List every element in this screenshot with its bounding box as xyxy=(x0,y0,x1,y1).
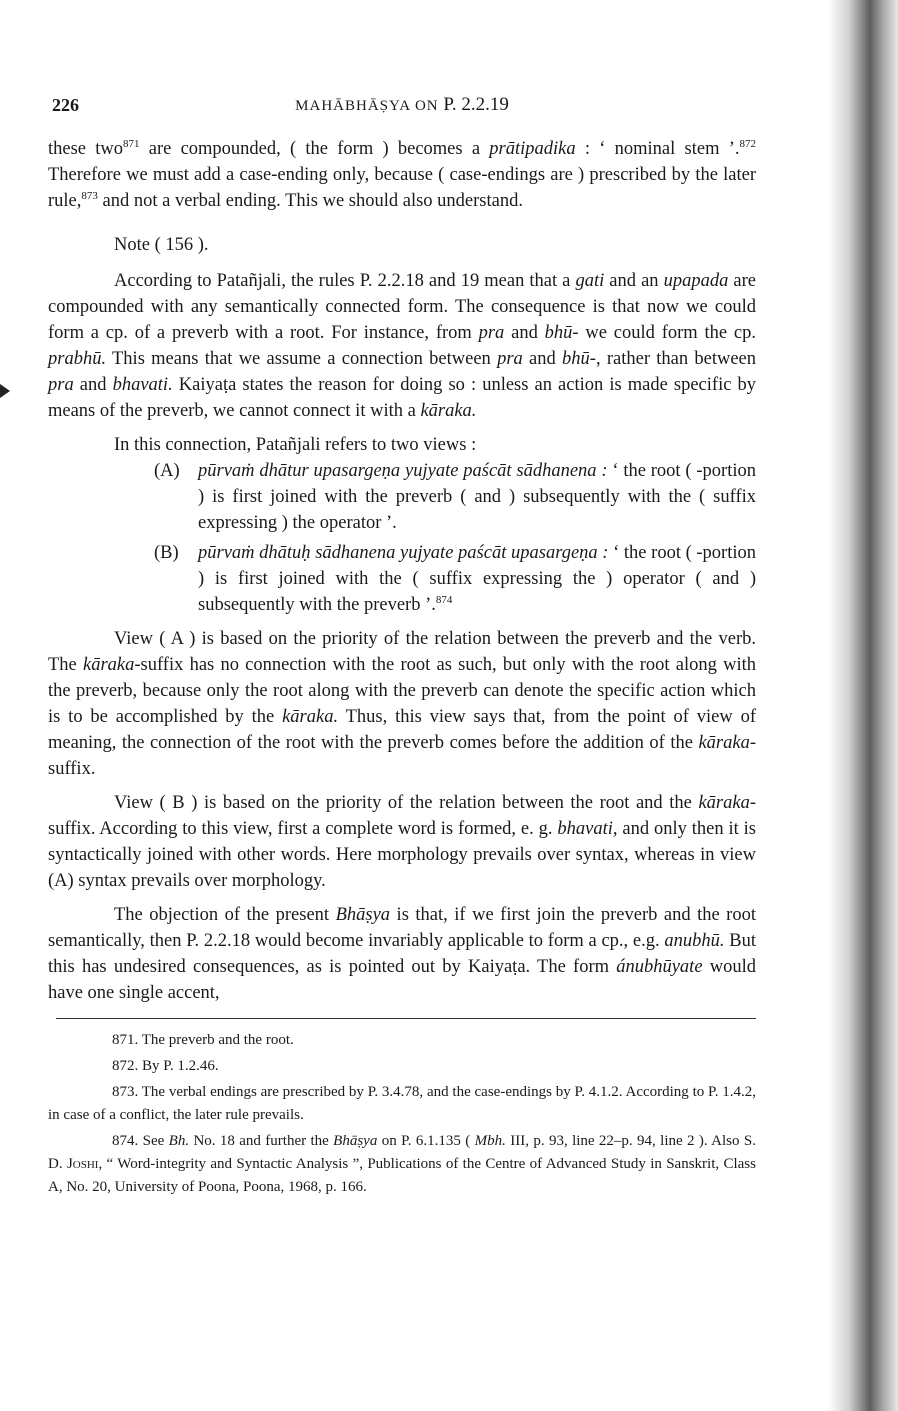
continuation-paragraph: these two$^{871}$ are compounded, ( the form ) becomes a prātipadika : ‘ nominal stem ’.$^{872}$ Therefore we must add a case-ending only, because ( case-endings are ) prescribed by the later rule,$^{873}$ and not a verbal ending. This we should also understand. xyxy=(48,137,756,211)
view-b: (B) pūrvaṁ dhātuḥ sādhanena yujyate paścāt upasargeṇa : ‘ the root ( -portion ) is first joined with the ( suffix expressing the ) operator ( and ) subsequently with the preverb ’.$^{874}$ xyxy=(48,540,756,618)
page-content xyxy=(48,92,756,1202)
page-header xyxy=(48,92,756,122)
footnote-871: 871. The preverb and the root. xyxy=(112,1032,294,1048)
scan-binding-shadow xyxy=(828,0,898,1411)
footnote-ref-873[interactable]: 873 xyxy=(81,189,98,202)
paragraph-view-b: View ( B ) is based on the priority of the relation between the root and the kāraka-suffix. According to this view, first a complete word is formed, e. g. bhavati, and only then it is syntactically joined with other words. Here morphology prevails over syntax, whereas in view (A) syntax prevails over morphology. xyxy=(48,793,757,891)
paragraph-two-views-intro: In this connection, Patañjali refers to two views : xyxy=(114,435,477,455)
footnote-divider xyxy=(56,1018,756,1019)
running-head-title: MAHĀBHĀṢYA ON xyxy=(295,98,439,114)
view-label: (A) xyxy=(154,461,180,481)
running-head-rule: P. 2.2.19 xyxy=(443,94,509,115)
footnotes xyxy=(48,1029,756,1199)
paragraph-patanjali-rules: According to Patañjali, the rules P. 2.2.18 and 19 mean that a gati and an upapada are compounded with any semantically connected form. The consequence is that now we could form a cp. of a preverb with a root. For instance, from pra and bhū- we could form the cp. prabhū. This means that we assume a connection between pra and bhū-, rather than between pra and bhavati. Kaiyaṭa states the reason for doing so : unless an action is made specific by means of the preverb, we cannot connect it with a kāraka. xyxy=(48,271,756,421)
footnote-872: 872. By P. 1.2.46. xyxy=(112,1058,219,1074)
page-edge-marker xyxy=(0,384,10,398)
page-number: 226 xyxy=(52,95,79,115)
views-list xyxy=(48,458,756,618)
running-head xyxy=(48,92,756,119)
paragraph-view-a: View ( A ) is based on the priority of the relation between the preverb and the verb. The kāraka-suffix has no connection with the root as such, but only with the root along with the preverb, because only the root along with the preverb can denote the specific action which is to be accomplished by the kāraka. Thus, this view says that, from the point of view of meaning, the connection of the root with the preverb comes before the addition of the kāraka-suffix. xyxy=(48,629,756,779)
note-heading: Note ( 156 ). xyxy=(114,235,209,255)
view-a: (A) pūrvaṁ dhātur upasargeṇa yujyate paścāt sādhanena : ‘ the root ( -portion ) is first joined with the preverb ( and ) subsequently with the ( suffix expressing ) the operator ’. xyxy=(48,458,756,536)
footnote-ref-872[interactable]: 872 xyxy=(739,137,756,150)
footnote-ref-871[interactable]: 871 xyxy=(123,137,140,150)
footnote-874: 874. See Bh. No. 18 and further the Bhāṣya on P. 6.1.135 ( Mbh. III, p. 93, line 22–p. 94, line 2 ). Also S. D. Joshi, “ Word-integrity and Syntactic Analysis ”, Publications of the Centre of Advanced Study in Sanskrit, Class A, No. 20, University of Poona, Poona, 1968, p. 166. xyxy=(48,1133,756,1195)
footnote-ref-874[interactable]: 874 xyxy=(435,593,453,606)
view-label: (B) xyxy=(154,543,179,563)
footnote-873: 873. The verbal endings are prescribed by P. 3.4.78, and the case-endings by P. 4.1.2. According to P. 1.4.2, in case of a conflict, the later rule prevails. xyxy=(48,1084,756,1123)
paragraph-objection: The objection of the present Bhāṣya is that, if we first join the preverb and the root semantically, then P. 2.2.18 would become invariably applicable to form a cp., e.g. anubhū. But this has undesired consequences, as is pointed out by Kaiyaṭa. The form ánubhūyate would have one single accent, xyxy=(48,905,757,1003)
